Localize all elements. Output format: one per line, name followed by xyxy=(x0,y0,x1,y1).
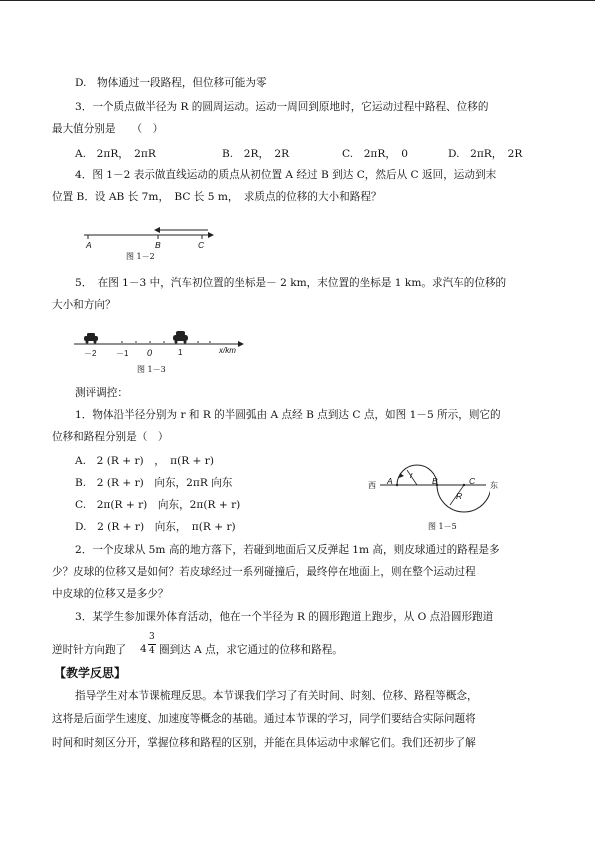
arc-arrow-icon xyxy=(399,473,404,478)
e1-option-a: A. 2 (R + r) ， π(R + r) xyxy=(75,455,214,467)
fig12-label-b: B xyxy=(155,240,161,250)
fig12-label-a: A xyxy=(86,240,92,250)
q3-option-a: A. 2πR， 2πR xyxy=(75,148,156,160)
reflection-text-2: 这将是后面学生速度、加速度等概念的基础。通过本节课的学习，同学们要结合实际问题将 xyxy=(52,713,476,725)
q4-text-2: 位置 B．设 AB 长 7m， BC 长 5 m， 求质点的位移的大小和路程？ xyxy=(52,191,382,203)
fig12-caption: 图 1－2 xyxy=(126,252,155,261)
q3-option-d: D. 2πR， 2R xyxy=(448,148,523,160)
eval-heading: 测评调控： xyxy=(75,387,128,399)
q3-text-2: 最大值分别是 （ ） xyxy=(52,123,164,135)
car-end-icon xyxy=(173,331,188,344)
q5-text-1: 5． 在图 1－3 中，汽车初位置的坐标是－ 2 km，末位置的坐标是 1 km。求汽车的位移的 xyxy=(75,277,507,289)
e1-text-1: 1．物体沿半径分别为 r 和 R 的半圆弧由 A 点经 B 点到达 C 点，如图 1－5 所示，则它的 xyxy=(75,409,501,421)
e2-text-3: 中皮球的位移又是多少？ xyxy=(52,588,169,600)
fig15-label-r: r xyxy=(410,470,413,480)
tick-label-0: 0 xyxy=(147,348,153,358)
e1-option-b: B. 2 (R + r) 向东，2πR 向东 xyxy=(75,477,233,489)
e3-text-2-pre: 逆时针方向跑了 xyxy=(52,644,127,656)
option-d-prev: D. 物体通过一段路程，但位移可能为零 xyxy=(75,77,267,89)
reflection-text-3: 时间和时刻区分开，掌握位移和路程的区别，并能在具体运动中求解它们。我们还初步了解 xyxy=(52,737,476,749)
fraction-numerator: 3 xyxy=(149,632,155,642)
label-east: 东 xyxy=(490,481,498,490)
small-semicircle-arc xyxy=(397,465,437,485)
section-heading-reflection: 【教学反思】 xyxy=(54,666,127,680)
e1-option-d: D. 2 (R + r) 向东， π(R + r) xyxy=(75,521,236,533)
fig12-label-c: C xyxy=(198,240,205,250)
q3-option-c: C. 2πR， 0 xyxy=(342,148,408,160)
fig13-caption: 图 1－3 xyxy=(137,365,166,374)
q5-text-2: 大小和方向？ xyxy=(52,299,116,311)
tick-label-neg1: －1 xyxy=(116,349,129,358)
fraction-denominator: 4 xyxy=(149,646,155,656)
q3-text-1: 3．一个质点做半径为 R 的圆周运动。运动一周回到原地时，它运动过程中路程、位移的 xyxy=(75,101,489,113)
e3-text-2-post: 圈到达 A 点，求它通过的位移和路程。 xyxy=(159,644,343,656)
e3-text-1: 3．某学生参加课外体育活动，他在一个半径为 R 的圆形跑道上跑步，从 O 点沿圆形跑道 xyxy=(75,611,494,623)
q4-text-1: 4．图 1－2 表示做直线运动的质点从初位置 A 经过 B 到达 C，然后从 C 返回，运动到末 xyxy=(75,169,497,181)
figure-1-5-diagram xyxy=(380,458,490,518)
arrow-left-icon xyxy=(154,227,160,233)
large-semicircle-arc xyxy=(437,485,490,512)
tick-label-neg2: －2 xyxy=(84,349,97,358)
fraction-bar xyxy=(148,644,156,645)
top-rule xyxy=(0,0,595,1)
car-start-icon xyxy=(84,333,98,344)
axis-arrow-icon xyxy=(238,341,244,347)
fig15-label-R: R xyxy=(456,491,463,501)
e2-text-2: 少？皮球的位移又是如何？若皮球经过一系列碰撞后，最终停在地面上，则在整个运动过程 xyxy=(52,566,476,578)
e1-option-c: C. 2π(R + r) 向东，2π(R + r) xyxy=(75,499,241,511)
e1-text-2: 位移和路程分别是（ ） xyxy=(52,431,169,443)
reflection-text-1: 指导学生对本节课梳理反思。本节课我们学习了有关时间、时刻、位移、路程等概念， xyxy=(75,690,478,702)
tick-label-1: 1 xyxy=(178,348,183,357)
fig15-label-c: C xyxy=(469,476,476,486)
q3-option-b: B. 2R， 2R xyxy=(222,148,290,160)
axis-unit-label: x/km xyxy=(219,346,236,355)
fig15-label-a: A xyxy=(387,476,393,486)
mixed-number-whole: 4 xyxy=(140,643,147,655)
e2-text-1: 2．一个皮球从 5m 高的地方落下，若碰到地面后又反弹起 1m 高，则皮球通过的路程是多 xyxy=(75,544,500,556)
label-west: 西 xyxy=(368,481,376,490)
arrow-right-icon xyxy=(208,232,214,238)
fig15-caption: 图 1－5 xyxy=(428,522,457,531)
fig15-label-b: B xyxy=(432,476,438,486)
